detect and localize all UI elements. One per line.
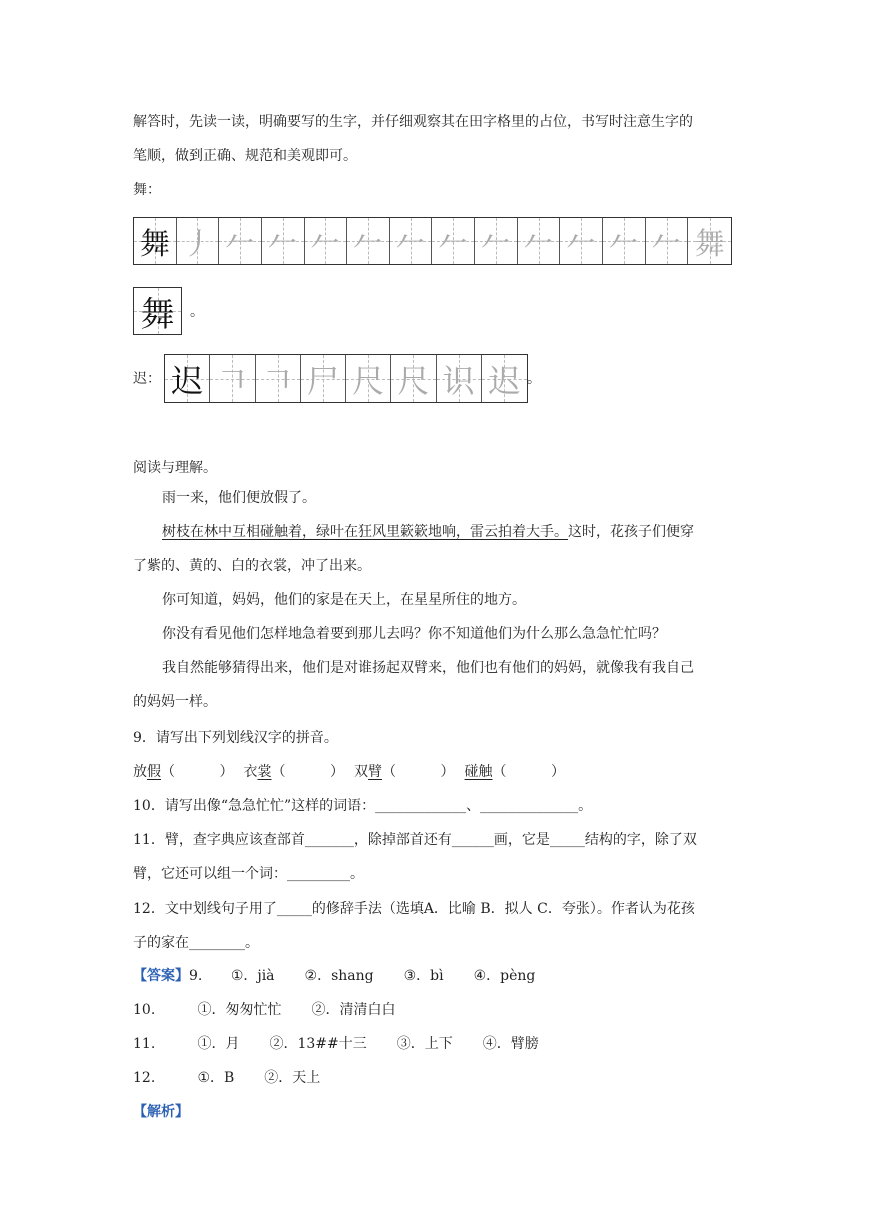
- answer-11-items: [197, 1036, 568, 1052]
- answer-12-row: 12. ①．B ②．天上: [133, 1068, 350, 1088]
- reading-p1: 雨一来，他们便放假了。: [162, 490, 316, 506]
- answer-item: ②．清清白白: [311, 1002, 396, 1018]
- wu-label: 舞：: [133, 182, 161, 198]
- stroke-cell: 迟: [165, 355, 210, 402]
- question-11-line2: 臂，它还可以组一个词：_________。: [133, 866, 364, 882]
- stroke-cell: 𠂉: [518, 218, 561, 264]
- answer-item: ④．臂膀: [482, 1036, 539, 1052]
- reading-p4: 你没有看见他们怎样地急着要到那儿去吗？你不知道他们为什么那么急急忙忙吗？: [162, 626, 666, 642]
- answer-item: ②．shang: [304, 968, 374, 984]
- answer-12-items: [197, 1070, 350, 1086]
- answer-item: ①．B: [197, 1070, 235, 1086]
- stroke-cell: 𠂉: [219, 218, 262, 264]
- reading-p2-line1: 树枝在林中互相碰触着，绿叶在狂风里簌簌地响，雷云拍着大手。这时，花孩子们便穿: [162, 524, 694, 540]
- stroke-cell: 𠃍: [256, 355, 301, 402]
- stroke-cell: 𠂉: [560, 218, 603, 264]
- stroke-cell: 𠂉: [390, 218, 433, 264]
- wu-extra-cell: 舞: [134, 288, 181, 334]
- stroke-cell: 𠂉: [432, 218, 475, 264]
- answer-10-items: [197, 1002, 425, 1018]
- intro-line-2: 笔顺，做到正确、规范和美观即可。: [133, 148, 357, 164]
- answer-item: ④．pèng: [473, 968, 536, 984]
- underlined-sentence: 树枝在林中互相碰触着，绿叶在狂风里簌簌地响，雷云拍着大手。: [162, 524, 568, 540]
- reading-heading: 阅读与理解。: [133, 460, 217, 476]
- stroke-cell: 识: [437, 355, 482, 402]
- stroke-cell: 𠂉: [347, 218, 390, 264]
- wu-stroke-grid: [133, 217, 732, 265]
- answer-9-row: 【答案】9. ①．jià ②．shang ③．bì ④．pèng: [133, 966, 565, 986]
- stroke-cell: 丿: [177, 218, 220, 264]
- answer-10-row: 10. ①．匆匆忙忙 ②．清清白白: [133, 1000, 425, 1020]
- answer-11-row: 11. ①．月 ②．13##十三 ③．上下 ④．臂膀: [133, 1034, 569, 1054]
- answer-item: ③．上下: [396, 1036, 453, 1052]
- stroke-cell: 𠂉: [305, 218, 348, 264]
- question-9: 9．请写出下列划线汉字的拼音。: [133, 730, 338, 746]
- answer-item: ③．bì: [403, 968, 444, 984]
- pinyin-item: 双臂（ ）: [354, 764, 455, 780]
- chi-stroke-grid: [164, 354, 528, 403]
- reading-p3: 你可知道，妈妈，他们的家是在天上，在星星所住的地方。: [162, 592, 526, 608]
- stroke-cell: 𠂉: [475, 218, 518, 264]
- question-11-line1: 11．臂，查字典应该查部首_______，除掉部首还有______画，它是_____结构的字，除了双: [133, 832, 697, 848]
- question-10: 10．请写出像“急急忙忙”这样的词语：_____________、______________。: [133, 798, 593, 814]
- stroke-cell: 𠂉: [646, 218, 689, 264]
- analysis-label: 【解析】: [133, 1104, 189, 1120]
- stroke-cell: 𠂉: [262, 218, 305, 264]
- answer-item: ②．13##十三: [269, 1036, 367, 1052]
- reading-p5-line1: 我自然能够猜得出来，他们是对谁扬起双臂来，他们也有他们的妈妈，就像我有我自己: [162, 660, 694, 676]
- stroke-cell: 尸: [301, 355, 346, 402]
- stroke-cell: 尺: [391, 355, 436, 402]
- stroke-cell: 𠃍: [210, 355, 255, 402]
- answer-item: ①．匆匆忙忙: [197, 1002, 282, 1018]
- wu-extra-grid: [133, 287, 182, 335]
- question-12-line2: 子的家在________。: [133, 935, 259, 951]
- stroke-cell: 𠂉: [603, 218, 646, 264]
- stroke-cell: 尺: [346, 355, 391, 402]
- wu-end: 。: [190, 304, 204, 320]
- reading-p2-line2: 了紫的、黄的、白的衣裳，冲了出来。: [133, 558, 371, 574]
- answer-item: ①．jià: [230, 968, 275, 984]
- reading-p5-line2: 的妈妈一样。: [133, 694, 217, 710]
- pinyin-item: 放假（ ）: [133, 764, 234, 780]
- answer-item: ①．月: [197, 1036, 240, 1052]
- pinyin-item: 碰触（ ）: [464, 764, 566, 780]
- answer-label: 【答案】: [133, 968, 189, 984]
- pinyin-item: 衣裳（ ）: [243, 764, 345, 780]
- stroke-cell: 迟: [482, 355, 527, 402]
- question-12-line1: 12．文中划线句子用了_____的修辞手法（选填A．比喻 B．拟人 C．夸张）。作者认为花孩: [133, 901, 695, 917]
- stroke-cell: 舞: [134, 218, 177, 264]
- intro-line-1: 解答时，先读一读，明确要写的生字，并仔细观察其在田字格里的占位，书写时注意生字的: [133, 114, 693, 130]
- question-9-items: [133, 762, 575, 782]
- stroke-cell: 舞: [688, 218, 731, 264]
- chi-label: 迟：: [133, 371, 161, 387]
- chi-end: 。: [527, 371, 541, 387]
- answer-item: ②．天上: [264, 1070, 321, 1086]
- answer-9-items: [231, 968, 566, 984]
